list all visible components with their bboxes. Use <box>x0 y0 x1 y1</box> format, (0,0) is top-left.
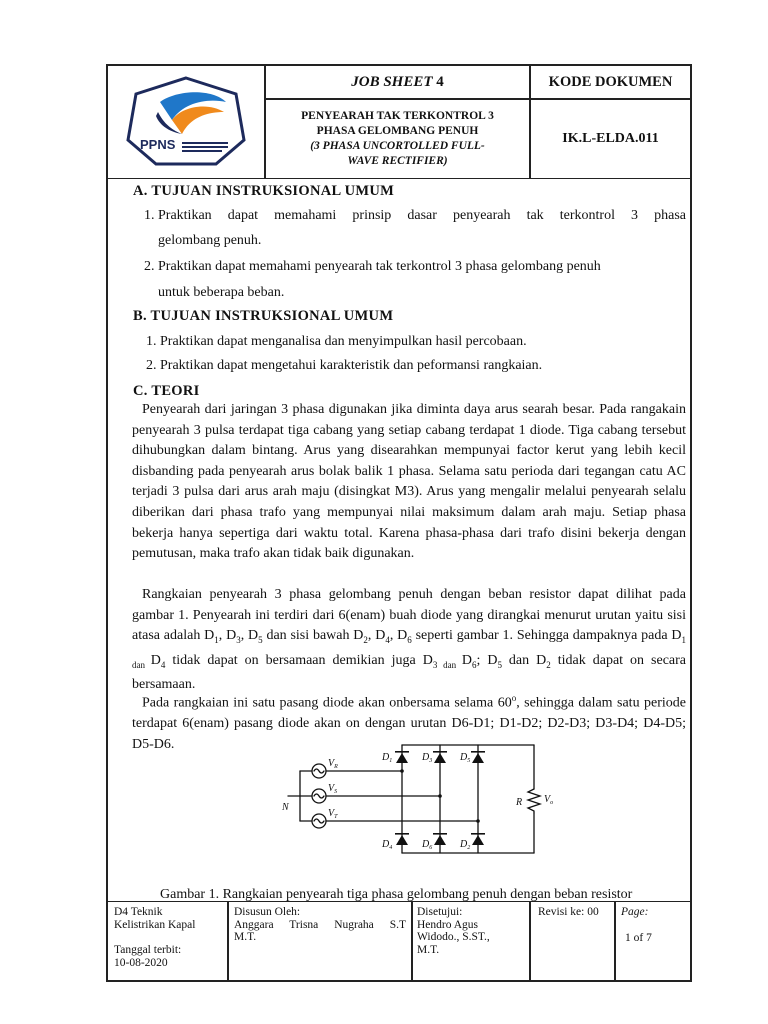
section-a-item-1-num: 1. <box>144 208 155 223</box>
title-line-1: PENYEARAH TAK TERKONTROL 3 <box>301 109 494 122</box>
teori-paragraph-2: Rangkaian penyearah 3 phasa gelombang penuh dengan beban resistor dapat dilihat pada gambar 1. Penyearah ini terdiri dari 6(enam) buah diode yang dirangkai menurut urutan yaitu sisi atasa adalah $D_1$, $D_3$, $D_5$ dan sisi bawah $D_2$, $D_4$, $D_6$ seperti gambar 1. Sehingga dampaknya pada $D_1$ $_{dan}$ $D_4$ tidak dapat on bersamaan demikian juga $D_3$ $_{dan}$ $D_6$; $D_5$ dan $D_2$ tidak dapat on secara bersamaan. <box>132 587 687 692</box>
title-line-3: (3 PHASA UNCORTOLLED FULL- <box>310 139 485 152</box>
svg-text:VS: $V_S$ <box>328 783 338 795</box>
section-b-item-2-num: 2. <box>146 358 157 373</box>
section-c-heading: C. TEORI <box>133 383 200 399</box>
kode-dokumen-label: KODE DOKUMEN <box>548 73 673 90</box>
ppns-logo <box>116 72 256 172</box>
footer-author: Disusun Oleh: Anggara Trisna Nugraha S.T M.T. <box>234 906 406 943</box>
svg-text:D2: $D_2$ <box>460 839 471 851</box>
section-a-heading: A. TUJUAN INSTRUKSIONAL UMUM <box>133 183 395 199</box>
title-line-4: WAVE RECTIFIER) <box>347 154 448 167</box>
document-code: IK.L-ELDA.011 <box>562 130 659 146</box>
logo <box>108 66 264 178</box>
logo-text: PPNS <box>140 137 176 152</box>
footer-revision: Revisi ke: 00 <box>538 906 599 918</box>
teori-paragraph-3: Pada rangkaian ini satu pasang diode akan onbersama selama 60$^o$, sehingga dalam satu periode terdapat 6(enam) pasang diode akan on dengan urutan D6-D1; D1-D2; D2-D3; D3-D4; D4-D5; D5-D6. <box>132 693 687 752</box>
document-page <box>106 64 692 982</box>
rectifier-circuit-diagram <box>282 735 552 875</box>
teori-paragraph-1: Penyearah dari jaringan 3 phasa digunakan jika diminta daya arus searah besar. Pada rangakain penyearah 3 pulsa terdapat tiga cabang yang setiap cabang terdapat 1 diode. Tiga cabang tersebut dihubungkan dalam bintang. Arus yang disearahkan mempunyai factor kerut yang lebih kecil disbanding pada penyearah arus bolak balik 1 phasa. Selama satu perioda dari tegangan catu AC terjadi 3 pulsa dari arus arah maju (disingkat M3). Arus yang mengalir melalui penyearah selalu diberikan dari phasa trafo yang mempunyai nilai maksimum dalam arah maju. Setiap phasa bekerja hanya sepertiga dari waktu total. Karena phasa-phasa dari trafo disini bekerja dengan pemutusan, maka trafo akan tidak baik digunakan. <box>132 402 686 562</box>
svg-text:D4: $D_4$ <box>382 839 393 851</box>
svg-text:D1: $D_1$ <box>382 752 393 764</box>
job-sheet-title <box>266 66 529 98</box>
section-a-item-2-line2: untuk beberapa beban. <box>158 285 285 300</box>
svg-text:VT: $V_T$ <box>328 808 338 820</box>
job-sheet-number: 4 <box>436 73 444 90</box>
svg-text:Vo: $V_o$ <box>544 794 554 806</box>
section-a-item-2-line1: Praktikan dapat memahami penyearah tak terkontrol 3 phasa gelombang penuh <box>158 259 601 274</box>
section-a-item-1-line2: gelombang penuh. <box>158 233 262 248</box>
svg-text:N: N <box>282 802 289 813</box>
document-title <box>266 99 529 178</box>
section-b-heading: B. TUJUAN INSTRUKSIONAL UMUM <box>133 308 394 324</box>
section-a-item-1-line1: Praktikan dapat memahami prinsip dasar penyearah tak terkontrol 3 phasa <box>158 208 686 223</box>
job-sheet-label: JOB SHEET <box>351 73 433 90</box>
svg-text:VR: $V_R$ <box>328 758 338 770</box>
section-b-item-1: Praktikan dapat menganalisa dan menyimpulkan hasil percobaan. <box>160 334 527 349</box>
svg-text:R: R <box>516 797 523 808</box>
figure-caption: Gambar 1. Rangkaian penyearah tiga phasa gelombang penuh dengan beban resistor <box>160 887 633 902</box>
footer-approver: Disetujui: Hendro Agus Widodo., S.ST., M.T. <box>417 906 490 956</box>
svg-text:D3: $D_3$ <box>422 752 433 764</box>
footer-page: Page: 1 of 7 <box>621 906 652 944</box>
section-b-item-1-num: 1. <box>146 334 157 349</box>
document-footer <box>108 901 690 980</box>
svg-text:D6: $D_6$ <box>422 839 433 851</box>
svg-text:D5: $D_5$ <box>460 752 471 764</box>
section-b-item-2: Praktikan dapat mengetahui karakteristik dan peformansi rangkaian. <box>160 358 543 373</box>
document-header <box>108 66 690 179</box>
footer-department: D4 Teknik Kelistrikan Kapal Tanggal terbit: 10-08-2020 <box>114 906 196 969</box>
title-line-2: PHASA GELOMBANG PENUH <box>316 124 479 137</box>
section-a-item-2-num: 2. <box>144 259 155 274</box>
